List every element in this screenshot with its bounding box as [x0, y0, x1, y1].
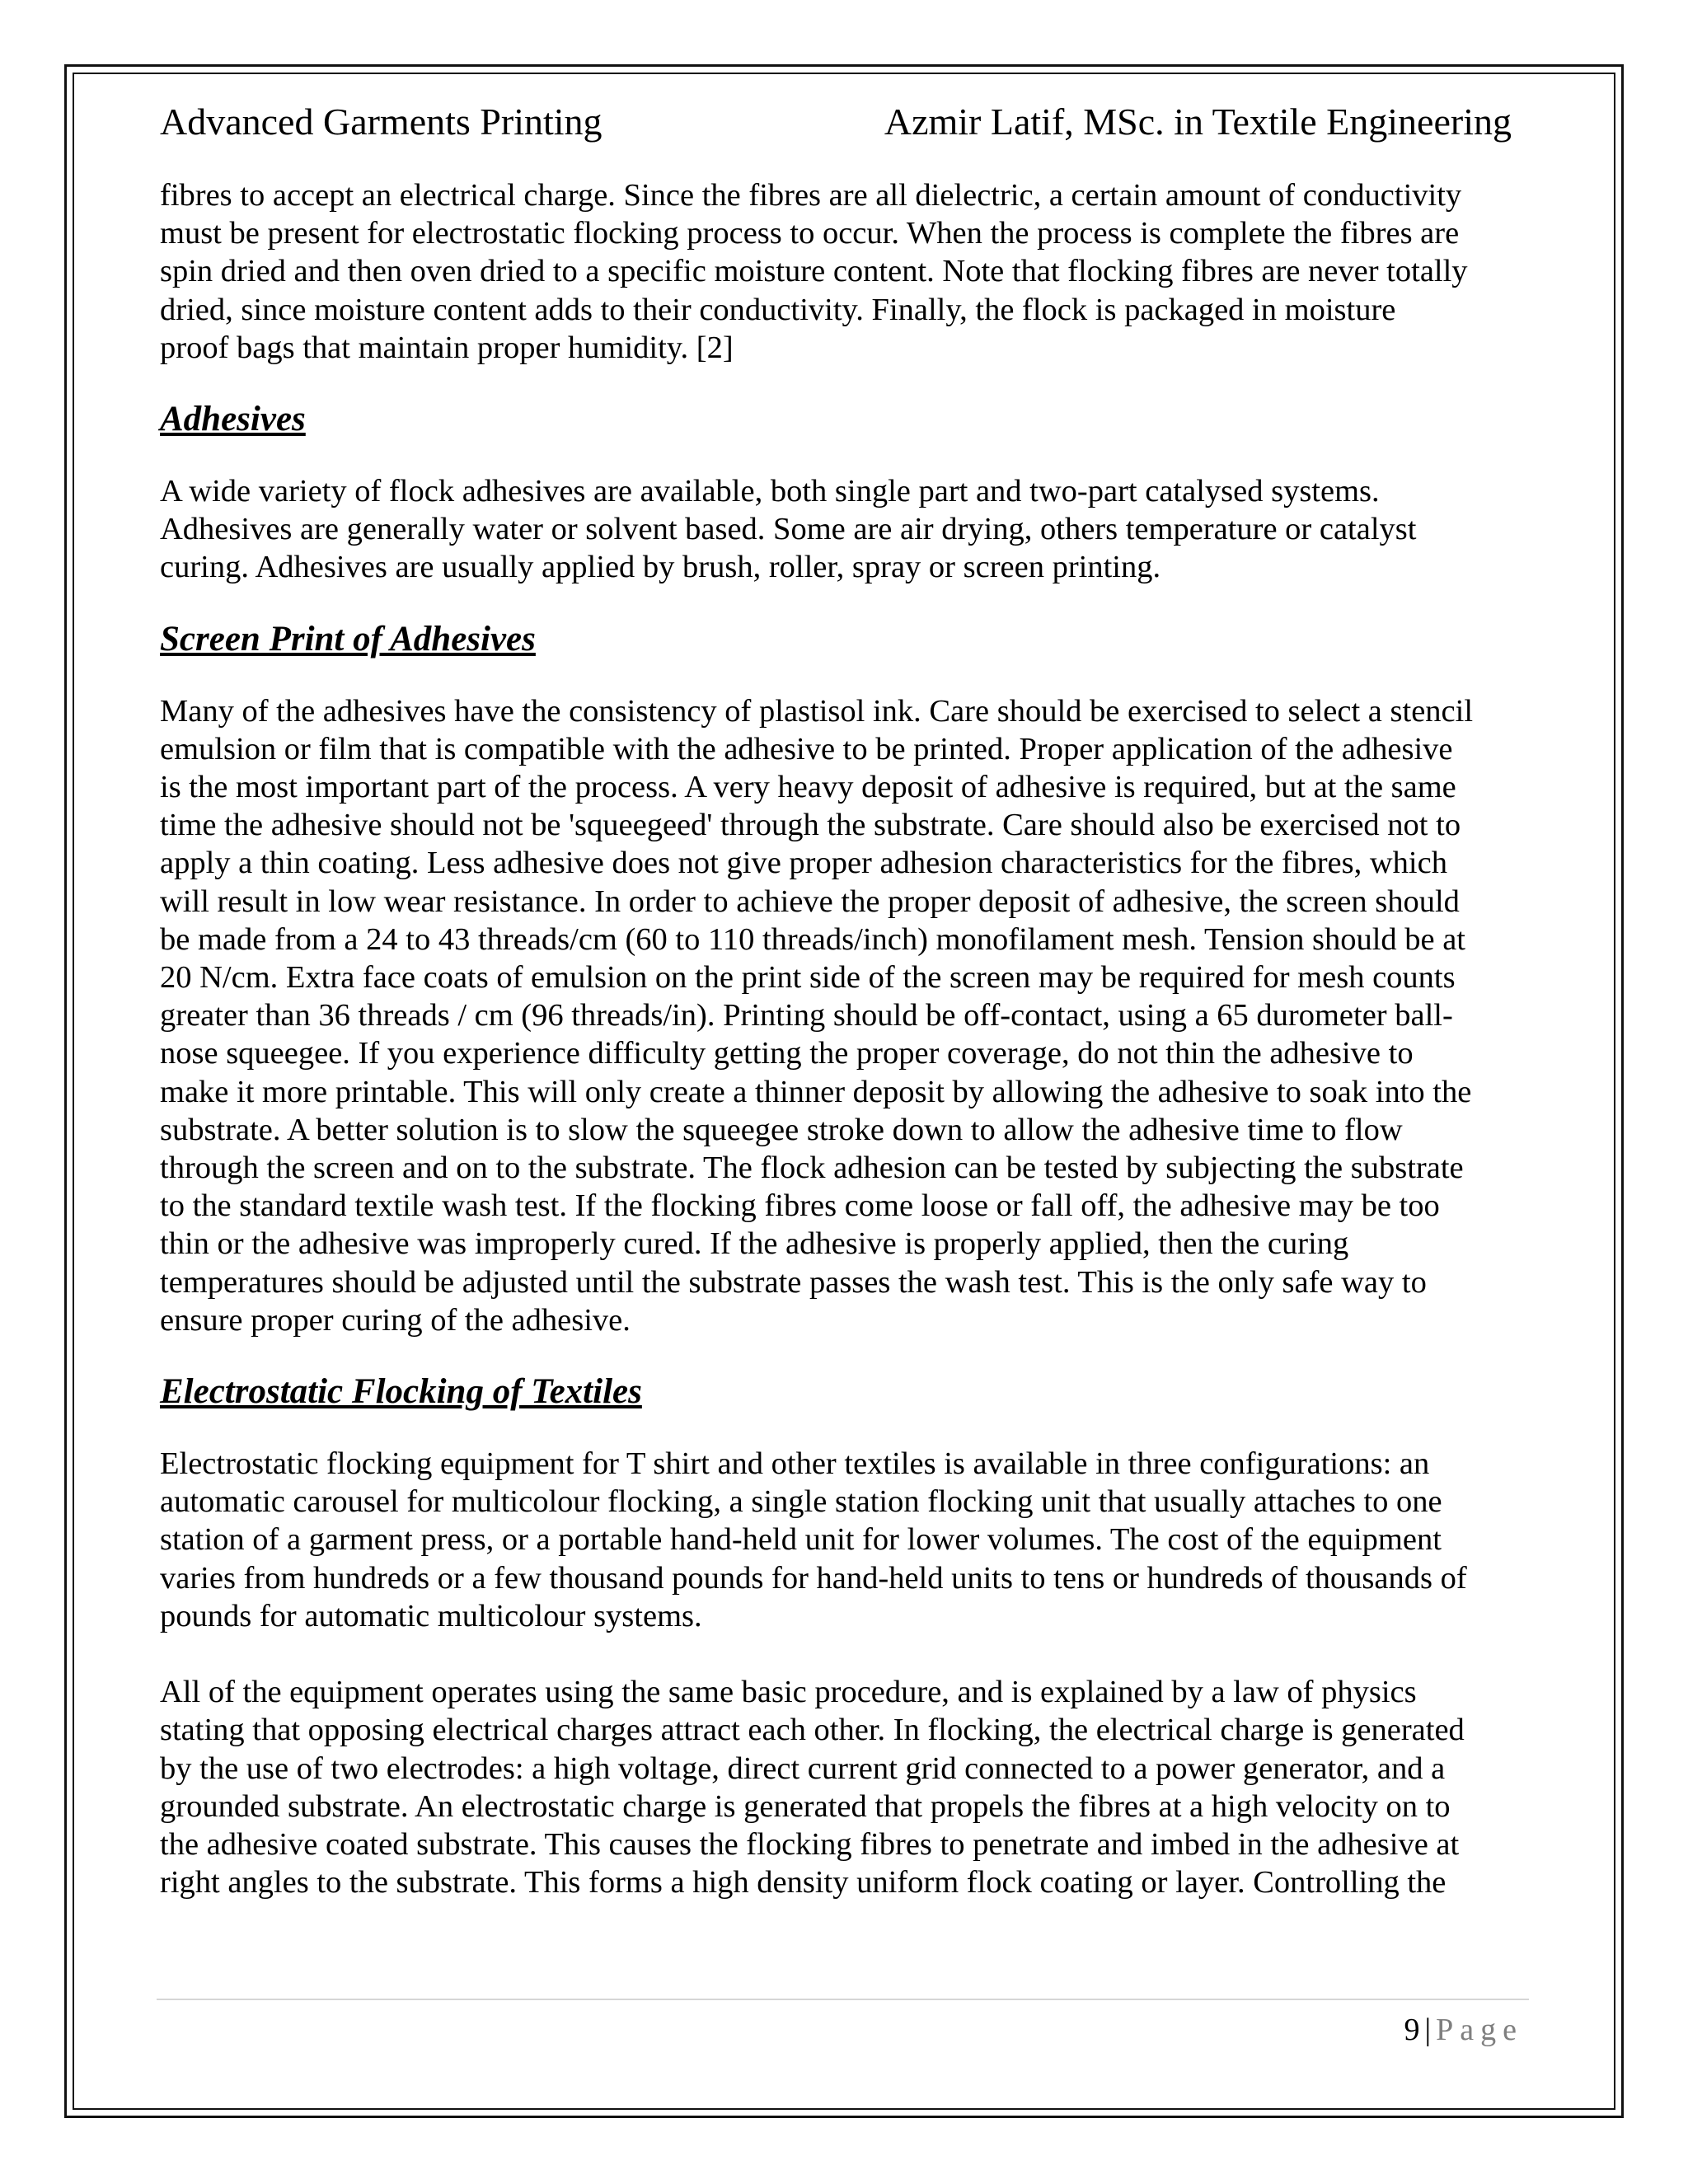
text-line: substrate. A better solution is to slow the squeegee stroke down to allow the adhesive time to flow — [160, 1112, 1403, 1147]
text-line: varies from hundreds or a few thousand pounds for hand-held units to tens or hundreds of thousands of — [160, 1560, 1467, 1596]
text-line: greater than 36 threads / cm (96 threads/in). Printing should be off-contact, using a 65 durometer ball- — [160, 998, 1453, 1033]
footer-separator: | — [1424, 2013, 1432, 2047]
text-line: thin or the adhesive was improperly cured. If the adhesive is properly applied, then the curing — [160, 1226, 1349, 1262]
text-line: stating that opposing electrical charges attract each other. In flocking, the electrical charge is generated — [160, 1713, 1465, 1748]
footer-divider — [157, 1999, 1529, 2000]
text-line: be made from a 24 to 43 threads/cm (60 to 110 threads/inch) monofilament mesh. Tension should be at — [160, 921, 1466, 957]
text-line: the adhesive coated substrate. This causes the flocking fibres to penetrate and imbed in the adhesive at — [160, 1826, 1460, 1862]
text-line: apply a thin coating. Less adhesive does not give proper adhesion characteristics for the fibres, which — [160, 846, 1447, 881]
text-line: Many of the adhesives have the consistency of plastisol ink. Care should be exercised to select a stencil — [160, 693, 1474, 729]
heading-adhesives: Adhesives — [160, 400, 306, 439]
text-line: spin dried and then oven dried to a specific moisture content. Note that flocking fibres are never totally — [160, 254, 1468, 289]
page-footer — [1404, 2009, 1523, 2050]
text-line: A wide variety of flock adhesives are available, both single part and two-part catalysed systems. — [160, 474, 1380, 509]
header-author: Azmir Latif, MSc. in Textile Engineering — [884, 101, 1512, 143]
text-line: Electrostatic flocking equipment for T shirt and other textiles is available in three configurations: an — [160, 1446, 1430, 1482]
adhesives-paragraph — [160, 472, 1553, 587]
text-line: temperatures should be adjusted until the substrate passes the wash test. This is the only safe way to — [160, 1264, 1427, 1300]
text-line: emulsion or film that is compatible with the adhesive to be printed. Proper application of the adhesive — [160, 731, 1453, 766]
text-line: fibres to accept an electrical charge. Since the fibres are all dielectric, a certain amount of conductivity — [160, 178, 1462, 213]
text-line: pounds for automatic multicolour systems. — [160, 1598, 702, 1633]
text-line: 20 N/cm. Extra face coats of emulsion on the print side of the screen may be required for mesh counts — [160, 960, 1456, 996]
text-line: grounded substrate. An electrostatic charge is generated that propels the fibres at a high velocity on to — [160, 1788, 1451, 1824]
heading-electrostatic-flocking: Electrostatic Flocking of Textiles — [160, 1372, 642, 1412]
text-line: All of the equipment operates using the same basic procedure, and is explained by a law of physics — [160, 1675, 1417, 1710]
text-line: must be present for electrostatic flocking process to occur. When the process is complete the fibres are — [160, 216, 1460, 251]
text-line: nose squeegee. If you experience difficulty getting the proper coverage, do not thin the adhesive to — [160, 1036, 1414, 1071]
page-number: 9 — [1404, 2013, 1420, 2047]
text-line: time the adhesive should not be 'squeegeed' through the substrate. Care should also be exercised not to — [160, 808, 1461, 843]
text-line: to the standard textile wash test. If the flocking fibres come loose or fall off, the adhesive may be too — [160, 1188, 1440, 1224]
page-label: Page — [1436, 2013, 1523, 2047]
text-line: dried, since moisture content adds to their conductivity. Finally, the flock is packaged in moisture — [160, 292, 1396, 327]
text-line: station of a garment press, or a portable hand-held unit for lower volumes. The cost of the equipment — [160, 1522, 1442, 1558]
text-line: is the most important part of the process. A very heavy deposit of adhesive is required, but at the same — [160, 770, 1456, 805]
text-line: will result in low wear resistance. In order to achieve the proper deposit of adhesive, the screen should — [160, 883, 1460, 919]
heading-screen-print: Screen Print of Adhesives — [160, 619, 536, 658]
text-line: ensure proper curing of the adhesive. — [160, 1302, 631, 1338]
text-line: Adhesives are generally water or solvent based. Some are air drying, others temperature or catalyst — [160, 512, 1417, 547]
text-line: proof bags that maintain proper humidity. [2] — [160, 330, 734, 365]
electrostatic-paragraph-1 — [160, 1445, 1553, 1635]
intro-paragraph — [160, 176, 1553, 367]
text-line: automatic carousel for multicolour flocking, a single station flocking unit that usually attaches to one — [160, 1484, 1442, 1520]
header-document-title: Advanced Garments Printing — [160, 101, 603, 143]
text-line: make it more printable. This will only create a thinner deposit by allowing the adhesive to soak into the — [160, 1074, 1472, 1109]
text-line: by the use of two electrodes: a high voltage, direct current grid connected to a power generator, and a — [160, 1750, 1446, 1786]
electrostatic-paragraph-2 — [160, 1673, 1553, 1901]
screen-print-paragraph — [160, 692, 1553, 1339]
text-line: right angles to the substrate. This forms a high density uniform flock coating or layer. Controlling the — [160, 1865, 1447, 1900]
page-content — [160, 176, 1553, 1901]
text-line: through the screen and on to the substrate. The flock adhesion can be tested by subjecting the substrate — [160, 1151, 1464, 1186]
text-line: curing. Adhesives are usually applied by brush, roller, spray or screen printing. — [160, 550, 1161, 585]
